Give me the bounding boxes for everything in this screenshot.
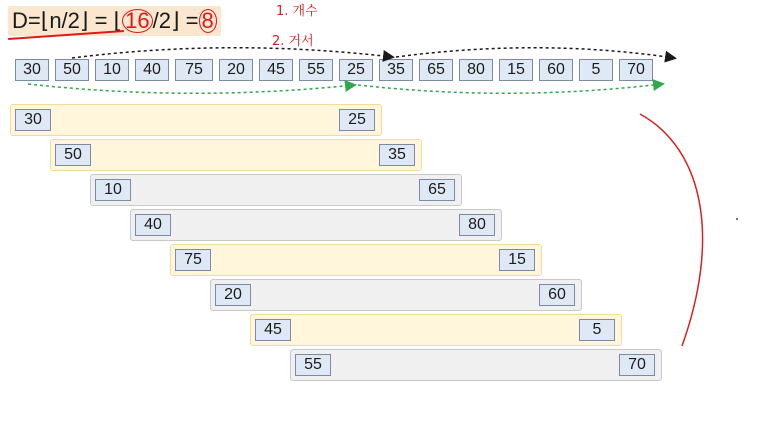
pair-right-cell: 65 bbox=[419, 179, 455, 201]
gap-arrow-green-1 bbox=[28, 84, 354, 93]
array-cell: 45 bbox=[259, 59, 293, 81]
pair-right-cell: 70 bbox=[619, 354, 655, 376]
array-cell: 70 bbox=[619, 59, 653, 81]
formula-result-circled: 8 bbox=[199, 9, 217, 33]
note-count: 1. 개수 bbox=[276, 4, 318, 19]
pair-left-cell: 45 bbox=[255, 319, 291, 341]
pair-right-cell: 15 bbox=[499, 249, 535, 271]
red-bracket-curve bbox=[640, 114, 703, 346]
pair-right-cell: 60 bbox=[539, 284, 575, 306]
formula-mid: /2⌋ = bbox=[152, 8, 199, 33]
pair-left-cell: 50 bbox=[55, 144, 91, 166]
pair-left-cell: 55 bbox=[295, 354, 331, 376]
array-cell: 30 bbox=[15, 59, 49, 81]
array-cell: 80 bbox=[459, 59, 493, 81]
pair-left-cell: 75 bbox=[175, 249, 211, 271]
stray-dot bbox=[736, 218, 738, 220]
array-cell: 20 bbox=[219, 59, 253, 81]
note-distance: 2. 거서 bbox=[272, 34, 314, 49]
pair-left-cell: 40 bbox=[135, 214, 171, 236]
array-cell: 65 bbox=[419, 59, 453, 81]
array-cell: 5 bbox=[579, 59, 613, 81]
array-cell: 10 bbox=[95, 59, 129, 81]
gap-arrow-black-2 bbox=[396, 48, 674, 58]
array-cell: 25 bbox=[339, 59, 373, 81]
array-cell: 15 bbox=[499, 59, 533, 81]
array-cell: 55 bbox=[299, 59, 333, 81]
array-cell: 40 bbox=[135, 59, 169, 81]
formula-n-value-circled: 16 bbox=[122, 9, 152, 33]
array-cell: 35 bbox=[379, 59, 413, 81]
pair-left-cell: 30 bbox=[15, 109, 51, 131]
pair-left-cell: 20 bbox=[215, 284, 251, 306]
formula-prefix: D=⌊n/2⌋ = ⌊ bbox=[12, 8, 123, 33]
array-cell: 60 bbox=[539, 59, 573, 81]
gap-arrow-black-1 bbox=[72, 48, 392, 58]
array-cell: 75 bbox=[175, 59, 213, 81]
pair-left-cell: 10 bbox=[95, 179, 131, 201]
pair-right-cell: 35 bbox=[379, 144, 415, 166]
pair-right-cell: 25 bbox=[339, 109, 375, 131]
gap-arrow-green-2 bbox=[358, 84, 662, 93]
pair-right-cell: 80 bbox=[459, 214, 495, 236]
pair-right-cell: 5 bbox=[579, 319, 615, 341]
array-cell: 50 bbox=[55, 59, 89, 81]
